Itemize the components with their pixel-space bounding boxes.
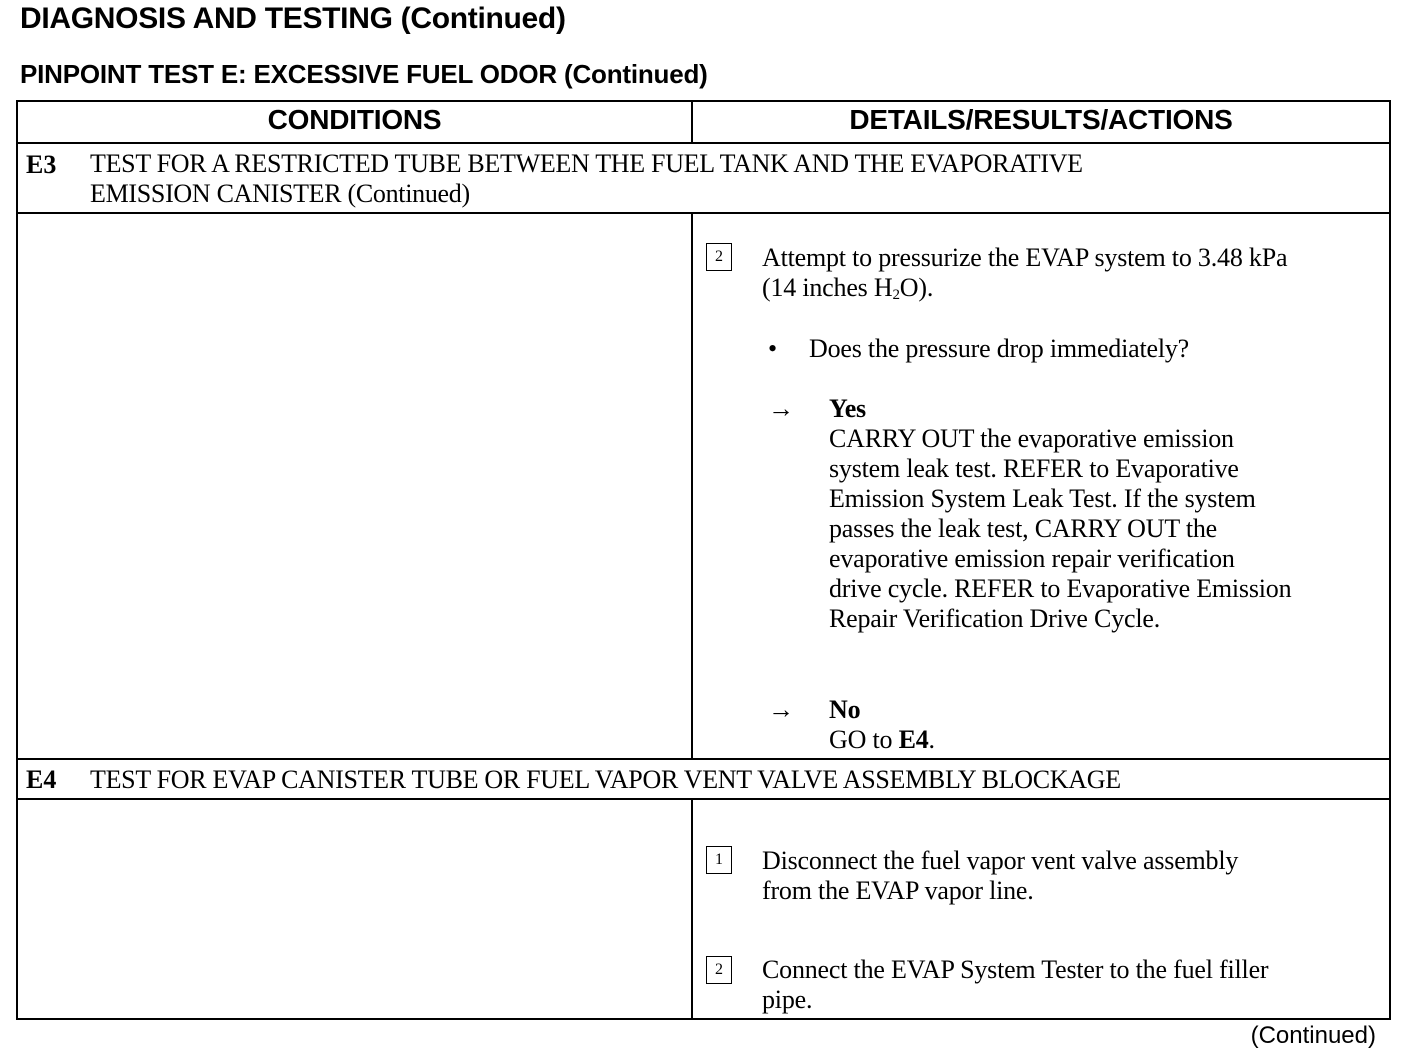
bullet-icon: • xyxy=(768,334,777,363)
step-number-box: 1 xyxy=(706,846,732,874)
step-id-e3: E3 xyxy=(26,150,57,179)
continued-footer: (Continued) xyxy=(1250,1022,1376,1049)
pinpoint-test-title: PINPOINT TEST E: EXCESSIVE FUEL ODOR (Continued) xyxy=(20,59,708,89)
page-title: DIAGNOSIS AND TESTING (Continued) xyxy=(20,2,566,35)
step-id-e4: E4 xyxy=(26,765,57,794)
yes-label: Yes xyxy=(829,394,866,423)
no-label: No xyxy=(829,695,861,724)
no-result-text: GO to E4. xyxy=(829,725,935,754)
action-text: Attempt to pressurize the EVAP system to 3.48 kPa (14 inches $H_2O$). xyxy=(762,243,1288,303)
action-text: Disconnect the fuel vapor vent valve assembly from the EVAP vapor line. xyxy=(762,846,1239,905)
arrow-right-icon: → xyxy=(768,394,794,423)
no-result-target: E4 xyxy=(898,725,929,754)
step-title-e3: TEST FOR A RESTRICTED TUBE BETWEEN THE FUEL TANK AND THE EVAPORATIVE EMISSION CANISTER (Continued) xyxy=(90,149,1083,208)
column-header-conditions: CONDITIONS xyxy=(267,104,442,135)
bullet-question: Does the pressure drop immediately? xyxy=(809,334,1189,363)
step-title-e4: TEST FOR EVAP CANISTER TUBE OR FUEL VAPOR VENT VALVE ASSEMBLY BLOCKAGE xyxy=(90,765,1121,794)
yes-result-text: CARRY OUT the evaporative emission system leak test. REFER to Evaporative Emission System Leak Test. If the system passes the leak test, CARRY OUT the evaporative emission repair verification drive cycle. REFER to Evaporative Emission Repair Verification Drive Cycle. xyxy=(829,424,1292,633)
action-text: Connect the EVAP System Tester to the fuel filler pipe. xyxy=(762,955,1269,1014)
arrow-right-icon: → xyxy=(768,695,794,724)
step-number-box: 2 xyxy=(706,956,732,984)
column-header-details: DETAILS/RESULTS/ACTIONS xyxy=(849,104,1233,135)
step-number-box: 2 xyxy=(706,243,732,271)
